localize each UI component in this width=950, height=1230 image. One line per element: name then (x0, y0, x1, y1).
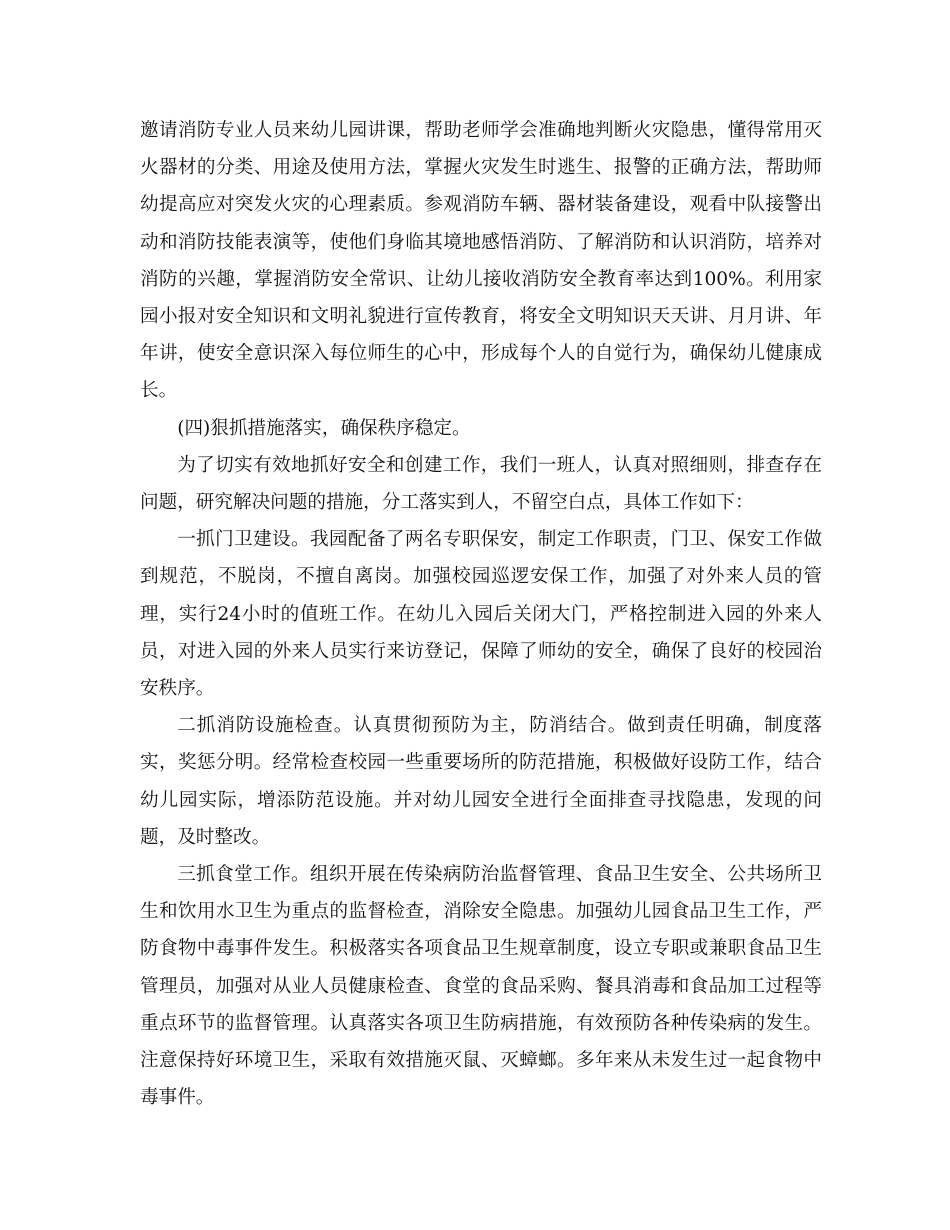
paragraph-intro: 为了切实有效地抓好安全和创建工作，我们一班人，认真对照细则，排查存在问题，研究解决问题的措施，分工落实到人，不留空白点，具体工作如下： (140, 454, 822, 514)
paragraph-fire-education: 邀请消防专业人员来幼儿园讲课，帮助老师学会准确地判断火灾隐患，懂得常用灭火器材的分类、用途及使用方法，掌握火灾发生时逃生、报警的正确方法，帮助师幼提高应对突发火灾的心理素质。参观消防车辆、器材装备建设，观看中队接警出动和消防技能表演等，使他们身临其境地感悟消防、了解消防和认识消防，培养对消防的兴趣，掌握消防安全常识、让幼儿接收消防安全教育率达到100%。利用家园小报对安全知识和文明礼貌进行宣传教育，将安全文明知识天天讲、月月讲、年年讲，使安全意识深入每位师生的心中，形成每个人的自觉行为，确保幼儿健康成长。 (140, 120, 822, 402)
paragraph-gate-security: 一抓门卫建设。我园配备了两名专职保安，制定工作职责，门卫、保安工作做到规范，不脱岗，不擅自离岗。加强校园巡逻安保工作，加强了对外来人员的管理，实行24小时的值班工作。在幼儿入园后关闭大门，严格控制进入园的外来人员，对进入园的外来人员实行来访登记，保障了师幼的安全，确保了良好的校园治安秩序。 (140, 529, 822, 700)
paragraph-section-heading: (四)狠抓措施落实，确保秩序稳定。 (177, 417, 471, 439)
document-body (140, 112, 822, 1116)
paragraph-canteen: 三抓食堂工作。组织开展在传染病防治监督管理、食品卫生安全、公共场所卫生和饮用水卫生为重点的监督检查，消除安全隐患。加强幼儿园食品卫生工作，严防食物中毒事件发生。积极落实各项食品卫生规章制度，设立专职或兼职食品卫生管理员，加强对从业人员健康检查、食堂的食品采购、餐具消毒和食品加工过程等重点环节的监督管理。认真落实各项卫生防病措施，有效预防各种传染病的发生。注意保持好环境卫生，采取有效措施灭鼠、灭蟑螂。多年来从未发生过一起食物中毒事件。 (140, 864, 822, 1109)
paragraph-fire-facilities: 二抓消防设施检查。认真贯彻预防为主，防消结合。做到责任明确，制度落实，奖惩分明。经常检查校园一些重要场所的防范措施，积极做好设防工作，结合幼儿园实际，增添防范设施。并对幼儿园安全进行全面排查寻找隐患，发现的问题，及时整改。 (140, 715, 822, 848)
